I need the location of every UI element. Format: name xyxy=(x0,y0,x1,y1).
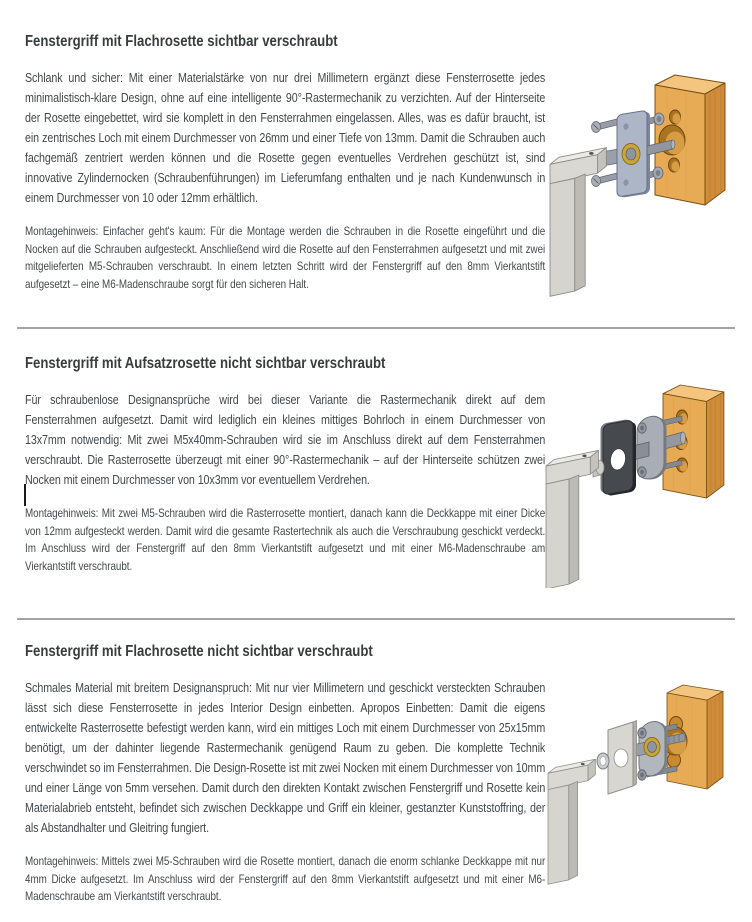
section-montage-paragraph[interactable]: Montagehinweis: Mittels zwei M5-Schrauben wird die Rosette montiert, danach die enorm schlanke Deckkappe mit nur 4mm Dicke aufgesetzt. Im Anschluss wird der Fenstergriff auf den 8mm Vierkantstift aufgesetzt und mit einer M6-Madenschraube am Vierkantstift verschraubt. xyxy=(25,855,546,903)
exploded-view-flat-rosette-hidden-screws-illustration xyxy=(543,668,748,888)
section-heading: Fenstergriff mit Aufsatzrosette nicht sichtbar verschraubt xyxy=(25,355,386,372)
section-body-paragraph[interactable]: Für schraubenlose Designansprüche wird bei dieser Variante die Rastermechanik direkt auf dem Fensterrahmen aufgesetzt. Damit wird lediglich ein kleines mittiges Bohrloch in einem Durchmesser von 13x7mm notwendig: Mit zwei M5x40mm-Schrauben wird sie im Anschluss direkt auf dem Fensterrahmen verschraubt. Die Rasterrosette überzeugt mit einer 90°-Rastermechanik – auf der Hinterseite schützen zwei Nocken mit einem Durchmesser von 10x3mm vor eventuellem Verdrehen. xyxy=(25,393,546,487)
section-heading: Fenstergriff mit Flachrosette nicht sichtbar verschraubt xyxy=(25,643,373,660)
section-flachrosette-sichtbar xyxy=(25,33,545,293)
section-aufsatzrosette xyxy=(25,355,545,575)
section-body-paragraph[interactable]: Schmales Material mit breitem Designanspruch: Mit nur vier Millimetern und geschickt versteckten Schrauben lässt sich diese Fensterrosette in jedes Interior Design einbetten. Apropos Einbetten: Damit die eigens entwickelte Rasterrosette befestigt werden kann, wird ein mittiges Loch mit einem Durchmesser von 25x15mm benötigt, um der dahinter liegende Rastermechanik genügend Raum zu geben. Die komplette Technik verschwindet so im Fensterrahmen. Die Design-Rosette ist mit zwei Nocken mit einem Durchmesser von 10mm und einer Länge von 5mm versehen. Damit durch den direkten Kontakt zwischen Fenstergriff und Rosette kein Materialabrieb entsteht, befindet sich zwischen Deckkappe und Griff ein kleiner, gestanzter Kunststoffring, der als Abstandhalter und Gleitring fungiert. xyxy=(25,681,546,835)
section-flachrosette-nicht-sichtbar xyxy=(25,643,545,906)
exploded-view-flat-rosette-visible-screws-illustration xyxy=(543,62,748,307)
section-divider xyxy=(17,327,735,329)
section-montage-paragraph[interactable]: Montagehinweis: Einfacher geht's kaum: Für die Montage werden die Schrauben in die Rosette eingeführt und die Nocken auf die Schrauben aufgesteckt. Anschließend wird die Rosette auf den Fensterrahmen aufgesetzt und mit zwei mitgelieferten M5-Schrauben verschraubt. In einem letzten Schritt wird der Fenstergriff auf den 8mm Vierkantstift aufgesetzt – eine M6-Madenschraube sorgt für den sicheren Halt. xyxy=(25,225,546,291)
section-heading: Fenstergriff mit Flachrosette sichtbar verschraubt xyxy=(25,33,338,50)
exploded-view-raised-rosette-cover-cap-illustration xyxy=(543,376,748,588)
section-montage-paragraph[interactable]: Montagehinweis: Mit zwei M5-Schrauben wird die Rasterrosette montiert, danach kann die Deckkappe mit einer Dicke von 12mm aufgesteckt werden. Damit wird die gesamte Rastertechnik als auch die Verschraubung geschickt verdeckt. Im Anschluss wird der Fenstergriff auf den 8mm Vierkantstift aufgesetzt und mit einer M6-Madenschraube am Vierkantstift verschraubt. xyxy=(25,507,546,573)
section-divider xyxy=(17,618,735,620)
text-cursor xyxy=(24,484,26,506)
section-body-paragraph[interactable]: Schlank und sicher: Mit einer Materialstärke von nur drei Millimetern ergänzt diese Fensterrosette jedes minimalistisch-klare Design, ohne auf eine intelligente 90°-Rastermechanik zu verzichten. Auf der Hinterseite der Rosette eingebettet, wird sie komplett in den Fensterrahmen eingelassen. Alles, was es dafür braucht, ist ein zentrisches Loch mit einem Durchmesser von 26mm und einer Tiefe von 13mm. Damit die Schrauben auch fachgemäß zentriert werden können und die Rosette gegen eventuelles Verdrehen geschützt ist, sind innovative Zylindernocken (Schraubenführungen) im Lieferumfang enthalten und je nach Kundenwunsch in einem Durchmesser von 10 oder 12mm erhältlich. xyxy=(25,71,546,205)
